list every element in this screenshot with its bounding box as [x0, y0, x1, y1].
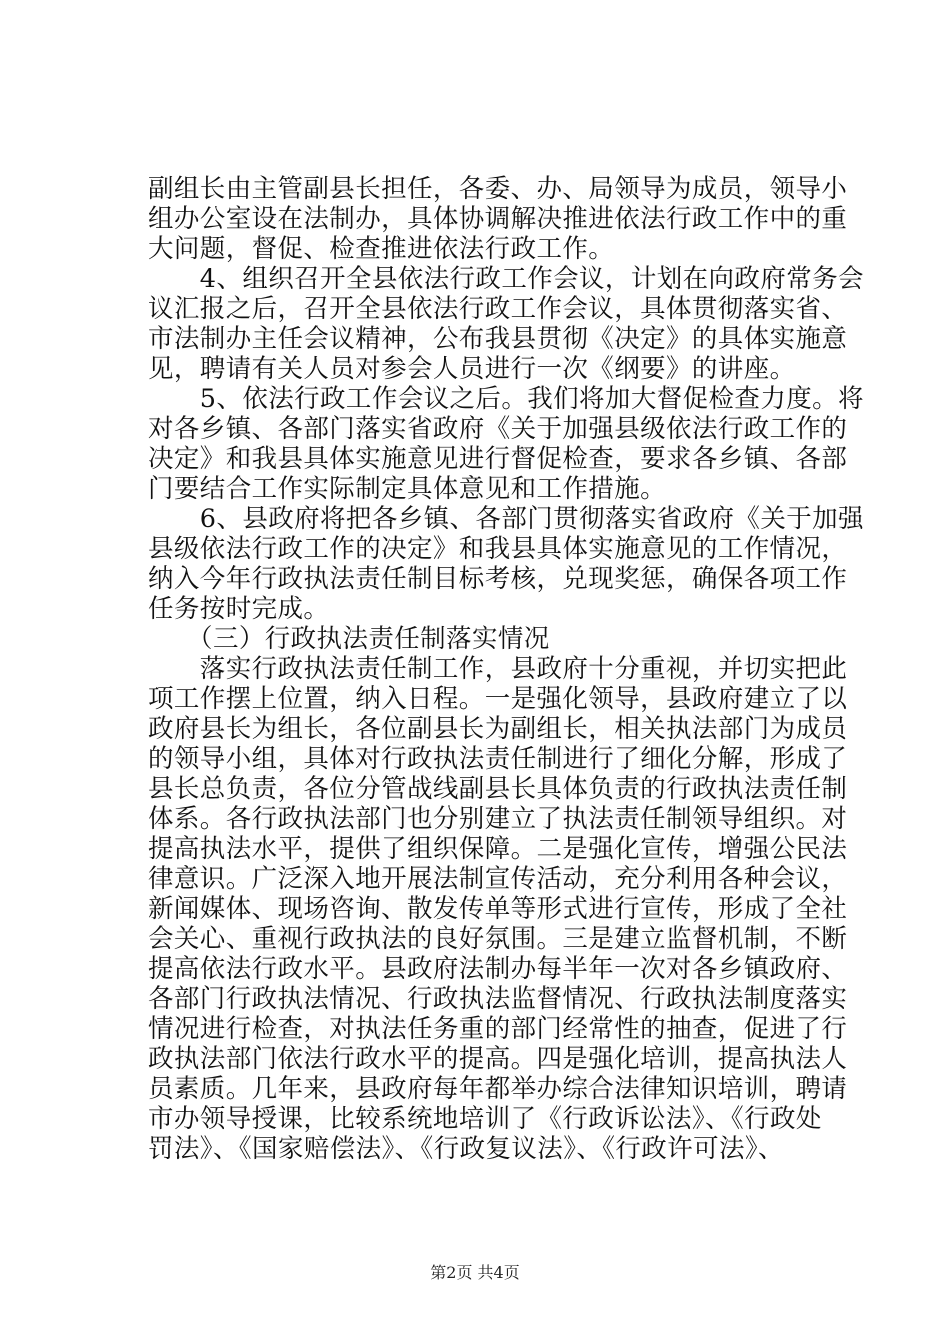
text-line: 提高执法水平，提供了组织保障。二是强化宣传，增强公民法 [148, 834, 848, 864]
text-line: 4、组织召开全县依法行政工作会议，计划在向政府常务会 [148, 264, 864, 294]
text-line: 情况进行检查，对执法任务重的部门经常性的抽查，促进了行 [148, 1014, 848, 1044]
text-line: 6、县政府将把各乡镇、各部门贯彻落实省政府《关于加强 [148, 504, 864, 534]
text-line: 落实行政执法责任制工作，县政府十分重视，并切实把此 [148, 654, 848, 684]
text-line: 员素质。几年来，县政府每年都举办综合法律知识培训，聘请 [148, 1074, 848, 1104]
text-line: 政执法部门依法行政水平的提高。四是强化培训，提高执法人 [148, 1044, 848, 1074]
text-line: 纳入今年行政执法责任制目标考核，兑现奖惩，确保各项工作 [148, 564, 848, 594]
text-line: 各部门行政执法情况、行政执法监督情况、行政执法制度落实 [148, 984, 848, 1014]
text-line: 对各乡镇、各部门落实省政府《关于加强县级依法行政工作的 [148, 414, 848, 444]
text-line: 罚法》、《国家赔偿法》、《行政复议法》、《行政许可法》、 [148, 1134, 784, 1164]
text-line: 体系。各行政执法部门也分别建立了执法责任制领导组织。对 [148, 804, 848, 834]
text-line: 新闻媒体、现场咨询、散发传单等形式进行宣传，形成了全社 [148, 894, 848, 924]
text-line: 的领导小组，具体对行政执法责任制进行了细化分解，形成了 [148, 744, 848, 774]
text-line: 任务按时完成。 [148, 594, 330, 624]
text-line: 市办领导授课，比较系统地培训了《行政诉讼法》、《行政处 [148, 1104, 822, 1134]
text-line: 决定》和我县具体实施意见进行督促检查，要求各乡镇、各部 [148, 444, 848, 474]
text-line: 提高依法行政水平。县政府法制办每半年一次对各乡镇政府、 [148, 954, 848, 984]
text-line: 会关心、重视行政执法的良好氛围。三是建立监督机制，不断 [148, 924, 848, 954]
text-line: 副组长由主管副县长担任，各委、办、局领导为成员，领导小 [148, 174, 848, 204]
text-line: 大问题，督促、检查推进依法行政工作。 [148, 234, 615, 264]
text-line: 政府县长为组长，各位副县长为副组长，相关执法部门为成员 [148, 714, 848, 744]
text-line: 5、依法行政工作会议之后。我们将加大督促检查力度。将 [148, 384, 864, 414]
text-line: 议汇报之后，召开全县依法行政工作会议，具体贯彻落实省、 [148, 294, 848, 324]
text-line: 市法制办主任会议精神，公布我县贯彻《决定》的具体实施意 [148, 324, 848, 354]
page-number-footer: 第2页 共4页 [430, 1263, 520, 1282]
section-heading: （三）行政执法责任制落实情况 [148, 624, 550, 654]
text-line: 县长总负责，各位分管战线副县长具体负责的行政执法责任制 [148, 774, 848, 804]
text-line: 项工作摆上位置，纳入日程。一是强化领导，县政府建立了以 [148, 684, 848, 714]
body-text [148, 174, 864, 1164]
text-line: 门要结合工作实际制定具体意见和工作措施。 [148, 474, 667, 504]
text-line: 律意识。广泛深入地开展法制宣传活动，充分利用各种会议， [148, 864, 848, 894]
text-line: 组办公室设在法制办，具体协调解决推进依法行政工作中的重 [148, 204, 848, 234]
text-line: 见，聘请有关人员对参会人员进行一次《纲要》的讲座。 [148, 354, 796, 384]
text-line: 县级依法行政工作的决定》和我县具体实施意见的工作情况， [148, 534, 848, 564]
